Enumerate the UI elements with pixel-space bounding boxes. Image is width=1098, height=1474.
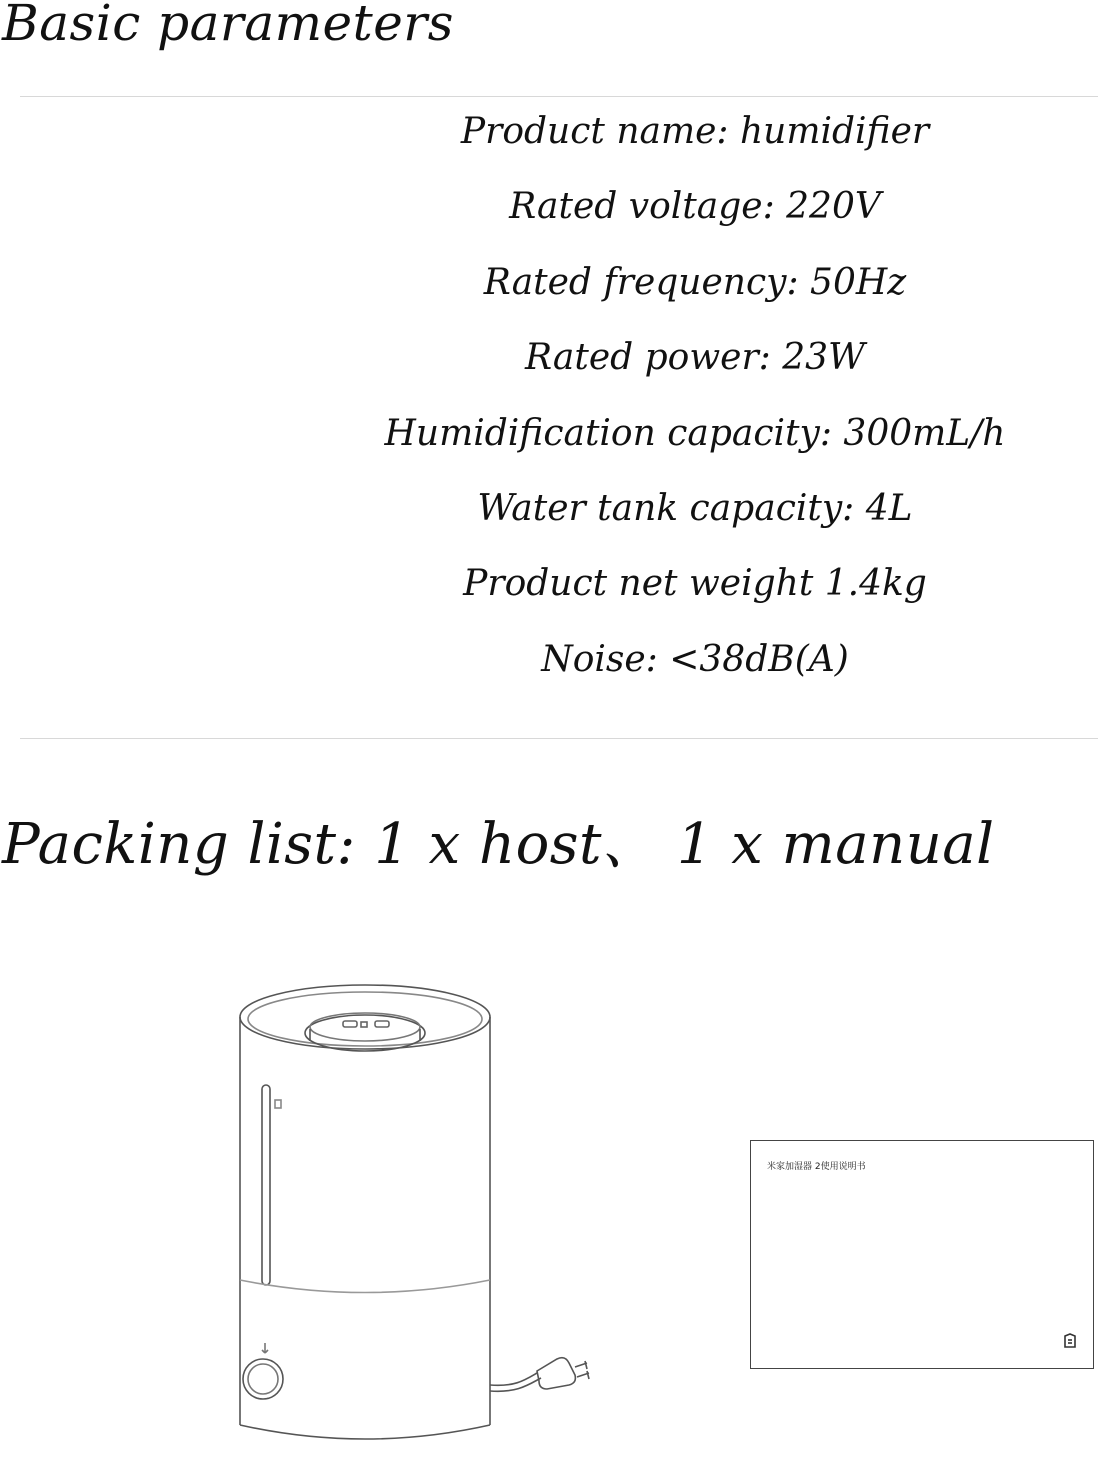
spec-product-name: Product name: humidifier: [460, 111, 930, 152]
spec-net-weight: Product net weight 1.4kg: [463, 563, 927, 605]
divider-top: [20, 96, 1098, 97]
packing-list-heading: Packing list: 1 x host、 1 x manual: [2, 812, 995, 877]
manual-illustration: [750, 1140, 1094, 1369]
spec-rated-power: Rated power: 23W: [524, 337, 866, 379]
spec-humidification-capacity: Humidification capacity: 300mL/h: [384, 412, 1006, 454]
spec-rated-frequency: Rated frequency: 50Hz: [483, 261, 907, 303]
divider-bottom: [20, 738, 1098, 739]
spec-list: [340, 109, 1050, 712]
spec-rated-voltage: Rated voltage: 220V: [509, 186, 881, 228]
spec-water-tank-capacity: Water tank capacity: 4L: [477, 487, 913, 529]
mi-home-logo-icon: [1061, 1332, 1079, 1350]
spec-noise: Noise: <38dB(A): [541, 638, 849, 680]
manual-title: 米家加湿器 2使用说明书: [767, 1162, 866, 1172]
humidifier-illustration: [225, 975, 605, 1455]
basic-parameters-heading: Basic parameters: [2, 0, 454, 52]
